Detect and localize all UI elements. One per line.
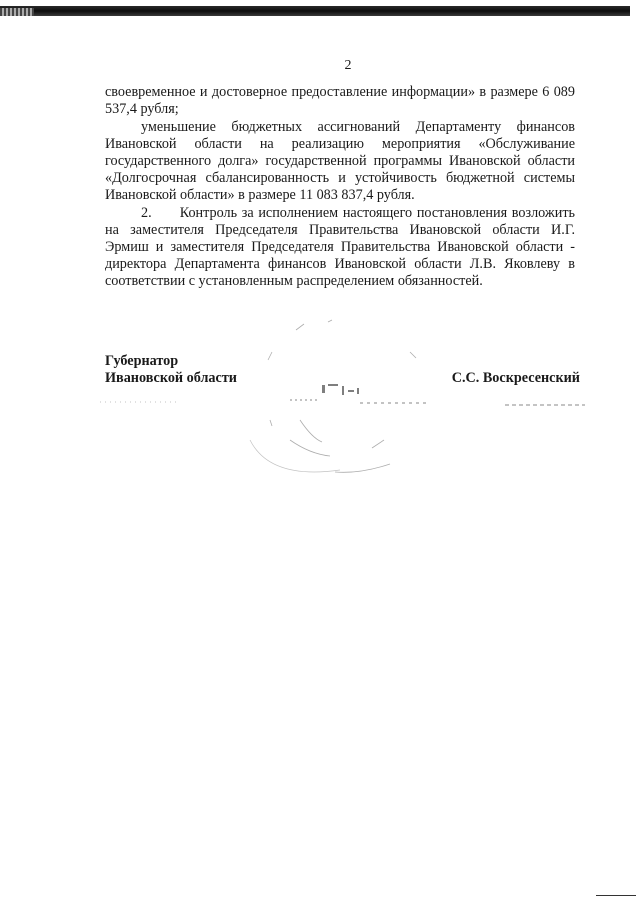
page-number: 2 — [344, 58, 352, 73]
signatory-title-line2: Ивановской области — [105, 370, 237, 386]
document-body — [105, 84, 575, 290]
scan-artifact-line — [596, 895, 636, 896]
paragraph-budget-reduction: уменьшение бюджетных ассигнований Департаменту финансов Ивановской области на реализацию мероприятия «Обслуживание государственного долга» государственной программы Ивановской области «Долгосрочная сбалансированность и устойчивость бюджетной системы Ивановской области» в размере 11 083 837,4 рубля. — [105, 119, 575, 203]
paragraph-control-clause: 2. Контроль за исполнением настоящего постановления возложить на заместителя Председателя Правительства Ивановской области И.Г. Эрмиш и заместителя Председателя Правительства Ивановской области - директора Департамента финансов Ивановской области Л.В. Яковлеву в соответствии с установленным распределением обязанностей. — [105, 205, 575, 289]
signatory-name: С.С. Воскресенский — [451, 370, 580, 386]
signature-block — [105, 353, 580, 387]
scan-border-corner — [0, 8, 34, 16]
signatory-title-line1: Губернатор — [105, 353, 179, 369]
scan-border-top — [0, 6, 630, 16]
paragraph-continuation: своевременное и достоверное предоставление информации» в размере 6 089 537,4 рубля; — [105, 84, 575, 117]
